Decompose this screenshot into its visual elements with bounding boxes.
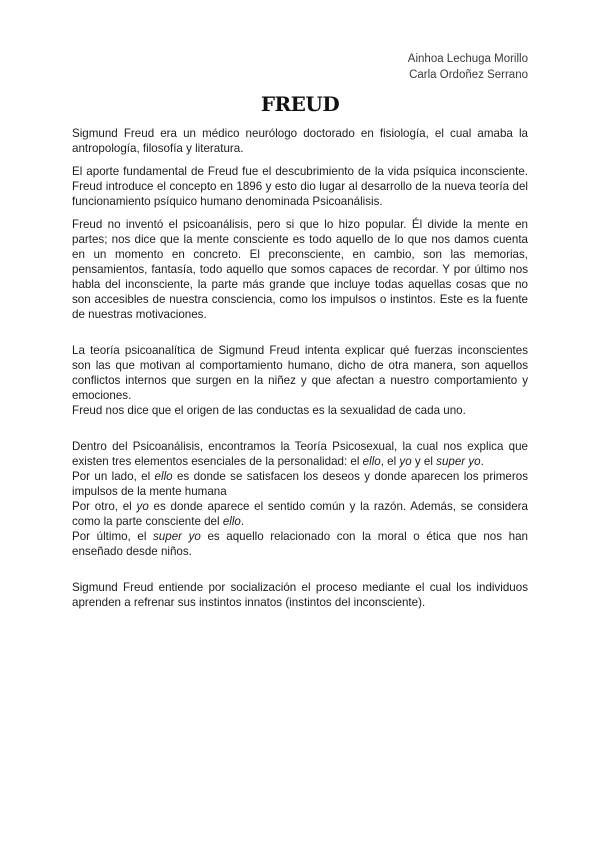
text-span: Por otro, el: [72, 500, 137, 513]
paragraph-ello: [72, 469, 528, 499]
text-span: , el: [380, 455, 400, 468]
author-name: Ainhoa Lechuga Morillo: [407, 53, 528, 65]
paragraph-mente: Freud no inventó el psicoanálisis, pero si que lo hizo popular. Él divide la mente en partes; nos dice que la mente consciente es todo aquello de lo que nos damos cuenta en un momento en concreto. El preconsciente, en cambio, son las memorias, pensamientos, fantasía, todo aquello que somos capaces de recordar. Y por último nos habla del inconsciente, la parte más grande que incluye todas aquellas cosas que no son accesibles de nuestra consciencia, como los impulsos o instintos. Este es la fuente de nuestras motivaciones.: [72, 218, 528, 321]
author-name: Carla Ordoñez Serrano: [409, 69, 528, 81]
authors-block: [408, 51, 528, 83]
paragraph-psicosexual: [72, 439, 528, 469]
term-ello: ello: [154, 470, 173, 483]
paragraph-yo: [72, 499, 528, 529]
term-super-yo: super yo: [153, 530, 201, 543]
paragraph-super-yo: [72, 529, 528, 559]
text-span: .: [480, 455, 484, 468]
text-span: Por un lado, el: [72, 470, 155, 483]
paragraph-socializacion: Sigmund Freud entiende por socialización el proceso mediante el cual los individuos aprenden a refrenar sus instintos innatos (instintos del inconsciente).: [72, 581, 528, 609]
term-yo: yo: [399, 455, 412, 468]
document-body: [72, 126, 528, 610]
text-span: y el: [411, 455, 437, 468]
term-yo: yo: [136, 500, 149, 513]
text-span: .: [240, 515, 245, 528]
term-ello: ello: [362, 455, 381, 468]
term-super-yo: super yo: [436, 455, 481, 468]
text-span: es donde se satisfacen los deseos y donde aparecen los primeros impulsos de la mente humana: [72, 470, 528, 498]
term-ello: ello: [222, 515, 241, 528]
text-span: es donde aparece el sentido común y la razón. Además, se considera como la parte consciente del: [72, 500, 528, 528]
paragraph-teoria: La teoría psicoanalítica de Sigmund Freud intenta explicar qué fuerzas inconscientes son las que motivan al comportamiento humano, dicho de otra manera, son aquellos conflictos internos que surgen en la niñez y que afectan a nuestro comportamiento y emociones.: [72, 344, 528, 402]
paragraph-intro: Sigmund Freud era un médico neurólogo doctorado en fisiología, el cual amaba la antropología, filosofía y literatura.: [72, 127, 528, 155]
paragraph-conductas: Freud nos dice que el origen de las conductas es la sexualidad de cada uno.: [72, 404, 466, 417]
paragraph-aporte: El aporte fundamental de Freud fue el descubrimiento de la vida psíquica inconsciente. Freud introduce el concepto en 1896 y esto dio lugar al desarrollo de la nueva teoría del funcionamiento psíquico humano denominada Psicoanálisis.: [72, 165, 528, 208]
text-span: es aquello relacionado con la moral o ética que nos han enseñado desde niños.: [72, 530, 528, 558]
text-span: Por último, el: [72, 530, 153, 543]
text-span: Dentro del Psicoanálisis, encontramos la Teoría Psicosexual, la cual nos explica que existen tres elementos esenciales de la personalidad: el: [72, 440, 528, 468]
document-title: FREUD: [260, 92, 340, 116]
